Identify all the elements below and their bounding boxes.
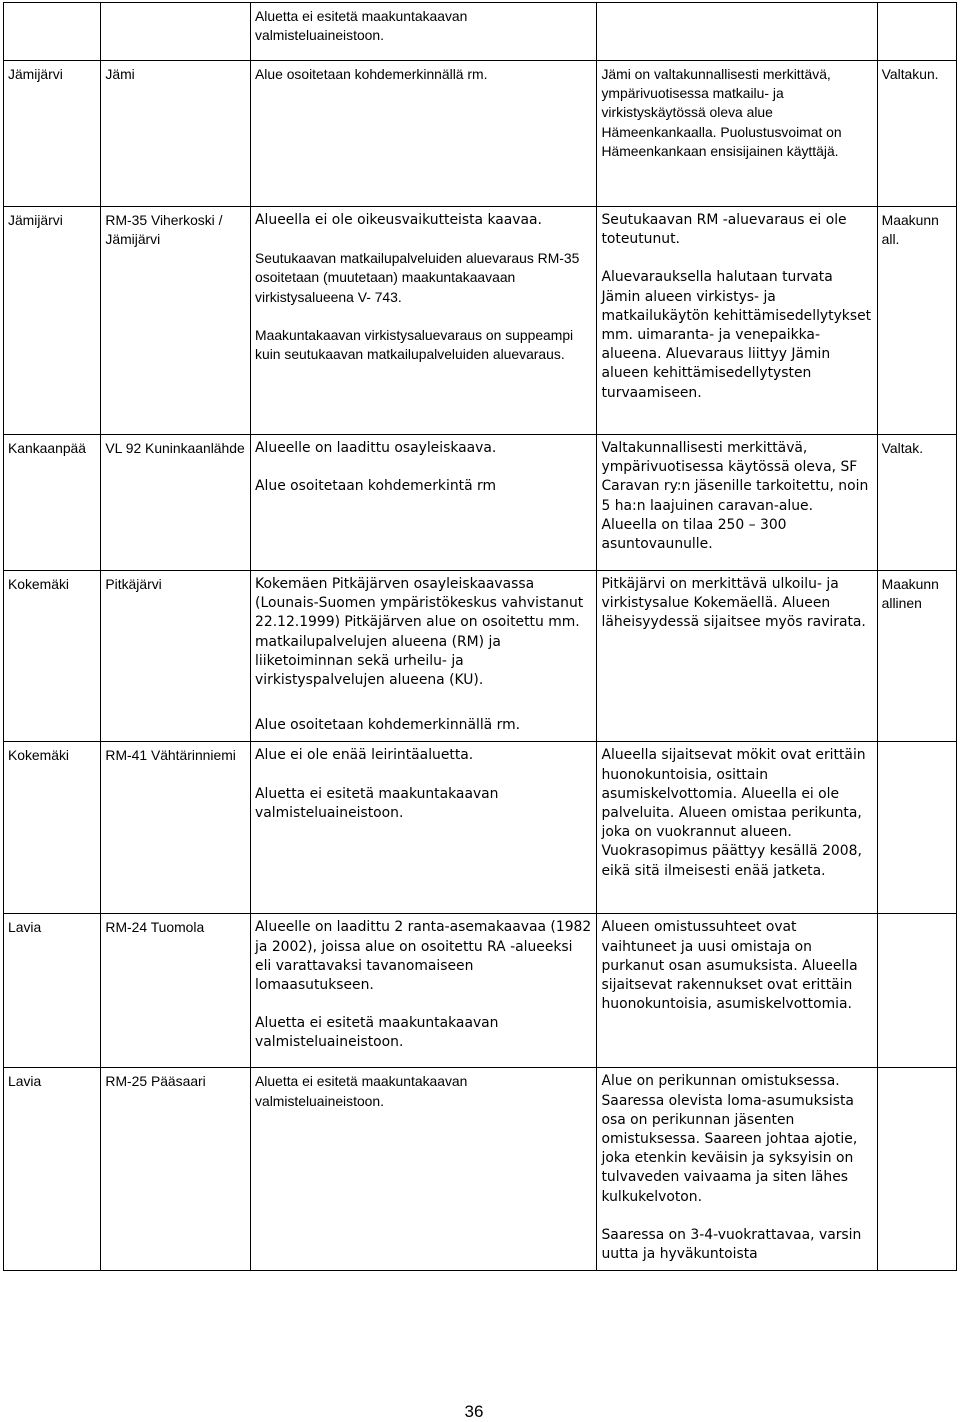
municipality-cell: Lavia bbox=[4, 1068, 101, 1271]
table-row bbox=[4, 1068, 957, 1271]
plan-status-cell bbox=[251, 61, 597, 207]
description-cell bbox=[597, 61, 877, 207]
plan-status-cell bbox=[251, 3, 597, 61]
plan-status-cell bbox=[251, 207, 597, 435]
area-cell: Pitkäjärvi bbox=[101, 571, 251, 742]
plan-status-cell bbox=[251, 571, 597, 742]
description-text: Alueen omistussuhteet ovat vaihtuneet ja uusi omistaja on purkanut osan asumuksista. Alueella sijaitsevat rakennukset ovat erittäin huonokuntoisia, asumiskelvottomia. bbox=[601, 919, 858, 1013]
plan-status-text: Aluetta ei esitetä maakuntakaavan valmisteluaineistoon. bbox=[255, 785, 499, 821]
description-cell bbox=[597, 435, 877, 571]
plan-status-text: Alue osoitetaan kohdemerkinnällä rm. bbox=[255, 66, 488, 82]
municipality-cell: Lavia bbox=[4, 914, 101, 1068]
significance-cell bbox=[877, 3, 956, 61]
description-cell bbox=[597, 207, 877, 435]
description-text: Alue on perikunnan omistuksessa. Saaressa olevista loma-asumuksista osa on perikunnan jäsenten omistuksessa. Saareen johtaa ajotie, joka etenkin keväisin ja syksyisin on tulvaveden vaivaama ja siten lähes kulkukelvoton. bbox=[601, 1073, 858, 1205]
table-row bbox=[4, 61, 957, 207]
description-cell bbox=[597, 742, 877, 914]
plan-status-cell bbox=[251, 1068, 597, 1271]
description-text: Pitkäjärvi on merkittävä ulkoilu- ja virkistysalue Kokemäellä. Alueen läheisyydessä sijaitsee myös ravirata. bbox=[601, 576, 866, 631]
plan-status-text: Alue osoitetaan kohdemerkintä rm bbox=[255, 478, 497, 495]
plan-status-cell bbox=[251, 742, 597, 914]
plan-status-cell bbox=[251, 435, 597, 571]
description-text: Valtakunnallisesti merkittävä, ympärivuotisessa käytössä oleva, SF Caravan ry:n jäsenille tarkoitettu, noin 5 ha:n laajuinen caravan-alue. Alueella on tilaa 250 – 300 asuntovaunulle. bbox=[601, 440, 869, 553]
area-cell: RM-41 Vähtärinniemi bbox=[101, 742, 251, 914]
land-use-table bbox=[3, 2, 957, 1271]
page-number: 36 bbox=[464, 1402, 484, 1421]
plan-status-text: Aluetta ei esitetä maakuntakaavan valmisteluaineistoon. bbox=[255, 1073, 468, 1109]
description-text: Aluevarauksella halutaan turvata Jämin alueen virkistys- ja matkailukäytön kehittämisedellytykset mm. uimaranta- ja venepaikka-alueena. Aluevaraus liittyy Jämin alueen kehittämisedellytysten turvaamiseen. bbox=[601, 269, 872, 401]
municipality-cell: Jämijärvi bbox=[4, 61, 101, 207]
description-text: Jämi on valtakunnallisesti merkittävä, ympärivuotisessa matkailu- ja virkistyskäytössä oleva alue Hämeenkankaalla. Puolustusvoimat on Hämeenkankaan ensisijainen käyttäjä. bbox=[601, 66, 842, 159]
plan-status-text: Alueella ei ole oikeusvaikutteista kaavaa. bbox=[255, 212, 542, 228]
table-row bbox=[4, 435, 957, 571]
description-text: Seutukaavan RM -aluevaraus ei ole toteutunut. bbox=[601, 212, 847, 248]
municipality-cell: Jämijärvi bbox=[4, 207, 101, 435]
description-text: Alueella sijaitsevat mökit ovat erittäin huonokuntoisia, osittain asumiskelvottomia. Alueella ei ole palveluita. Alueen omistaa perikunta, joka on vuokrannut alueen. Vuokrasopimus päättyy kesällä 2008, eikä sitä ilmeisesti enää jatketa. bbox=[601, 747, 866, 879]
area-cell: Jämi bbox=[101, 61, 251, 207]
plan-status-text: Alue ei ole enää leirintäaluetta. bbox=[255, 747, 474, 764]
significance-cell bbox=[877, 914, 956, 1068]
area-cell: RM-24 Tuomola bbox=[101, 914, 251, 1068]
description-text: Saaressa on 3-4-vuokrattavaa, varsin uutta ja hyväkuntoista bbox=[601, 1226, 862, 1263]
table-row bbox=[4, 742, 957, 914]
municipality-cell: Kankaanpää bbox=[4, 435, 101, 571]
plan-status-text: Alue osoitetaan kohdemerkinnällä rm. bbox=[255, 717, 521, 734]
plan-status-text: Alueelle on laadittu 2 ranta-asemakaavaa (1982 ja 2002), joissa alue on osoitettu RA -alueeksi eli varattavaksi tavanomaiseen lomaasutukseen. bbox=[255, 919, 592, 994]
municipality-cell bbox=[4, 3, 101, 61]
significance-cell bbox=[877, 1068, 956, 1271]
significance-cell: Maakunn all. bbox=[877, 207, 956, 435]
table-row bbox=[4, 3, 957, 61]
description-cell bbox=[597, 571, 877, 742]
table-row bbox=[4, 571, 957, 742]
significance-cell: Valtak. bbox=[877, 435, 956, 571]
plan-status-text: Alueelle on laadittu osayleiskaava. bbox=[255, 440, 497, 456]
significance-cell: Valtakun. bbox=[877, 61, 956, 207]
description-cell bbox=[597, 1068, 877, 1271]
area-cell: RM-25 Pääsaari bbox=[101, 1068, 251, 1271]
municipality-cell: Kokemäki bbox=[4, 742, 101, 914]
significance-cell: Maakunn allinen bbox=[877, 571, 956, 742]
plan-status-text: Kokemäen Pitkäjärven osayleiskaavassa (Lounais-Suomen ympäristökeskus vahvistanut 22.12.1999) Pitkäjärven alue on osoitettu mm. matkailupalvelujen alueena (RM) ja liiketoiminnan sekä urheilu- ja virkistyspalvelujen alueena (KU). bbox=[255, 576, 584, 689]
municipality-cell: Kokemäki bbox=[4, 571, 101, 742]
table-row bbox=[4, 207, 957, 435]
plan-status-cell bbox=[251, 914, 597, 1068]
description-cell bbox=[597, 3, 877, 61]
plan-status-text: Maakuntakaavan virkistysaluevaraus on suppeampi kuin seutukaavan matkailupalveluiden aluevaraus. bbox=[255, 326, 574, 363]
description-cell bbox=[597, 914, 877, 1068]
plan-status-text: Aluetta ei esitetä maakuntakaavan valmisteluaineistoon. bbox=[255, 8, 468, 44]
area-cell: VL 92 Kuninkaanlähde bbox=[101, 435, 251, 571]
significance-cell bbox=[877, 742, 956, 914]
plan-status-text: Aluetta ei esitetä maakuntakaavan valmisteluaineistoon. bbox=[255, 1015, 499, 1051]
table-row bbox=[4, 914, 957, 1068]
area-cell bbox=[101, 3, 251, 61]
plan-status-text: Seutukaavan matkailupalveluiden aluevaraus RM-35 osoitetaan (muutetaan) maakuntakaavaan virkistysalueena V- 743. bbox=[255, 250, 580, 305]
area-cell: RM-35 Viherkoski / Jämijärvi bbox=[101, 207, 251, 435]
